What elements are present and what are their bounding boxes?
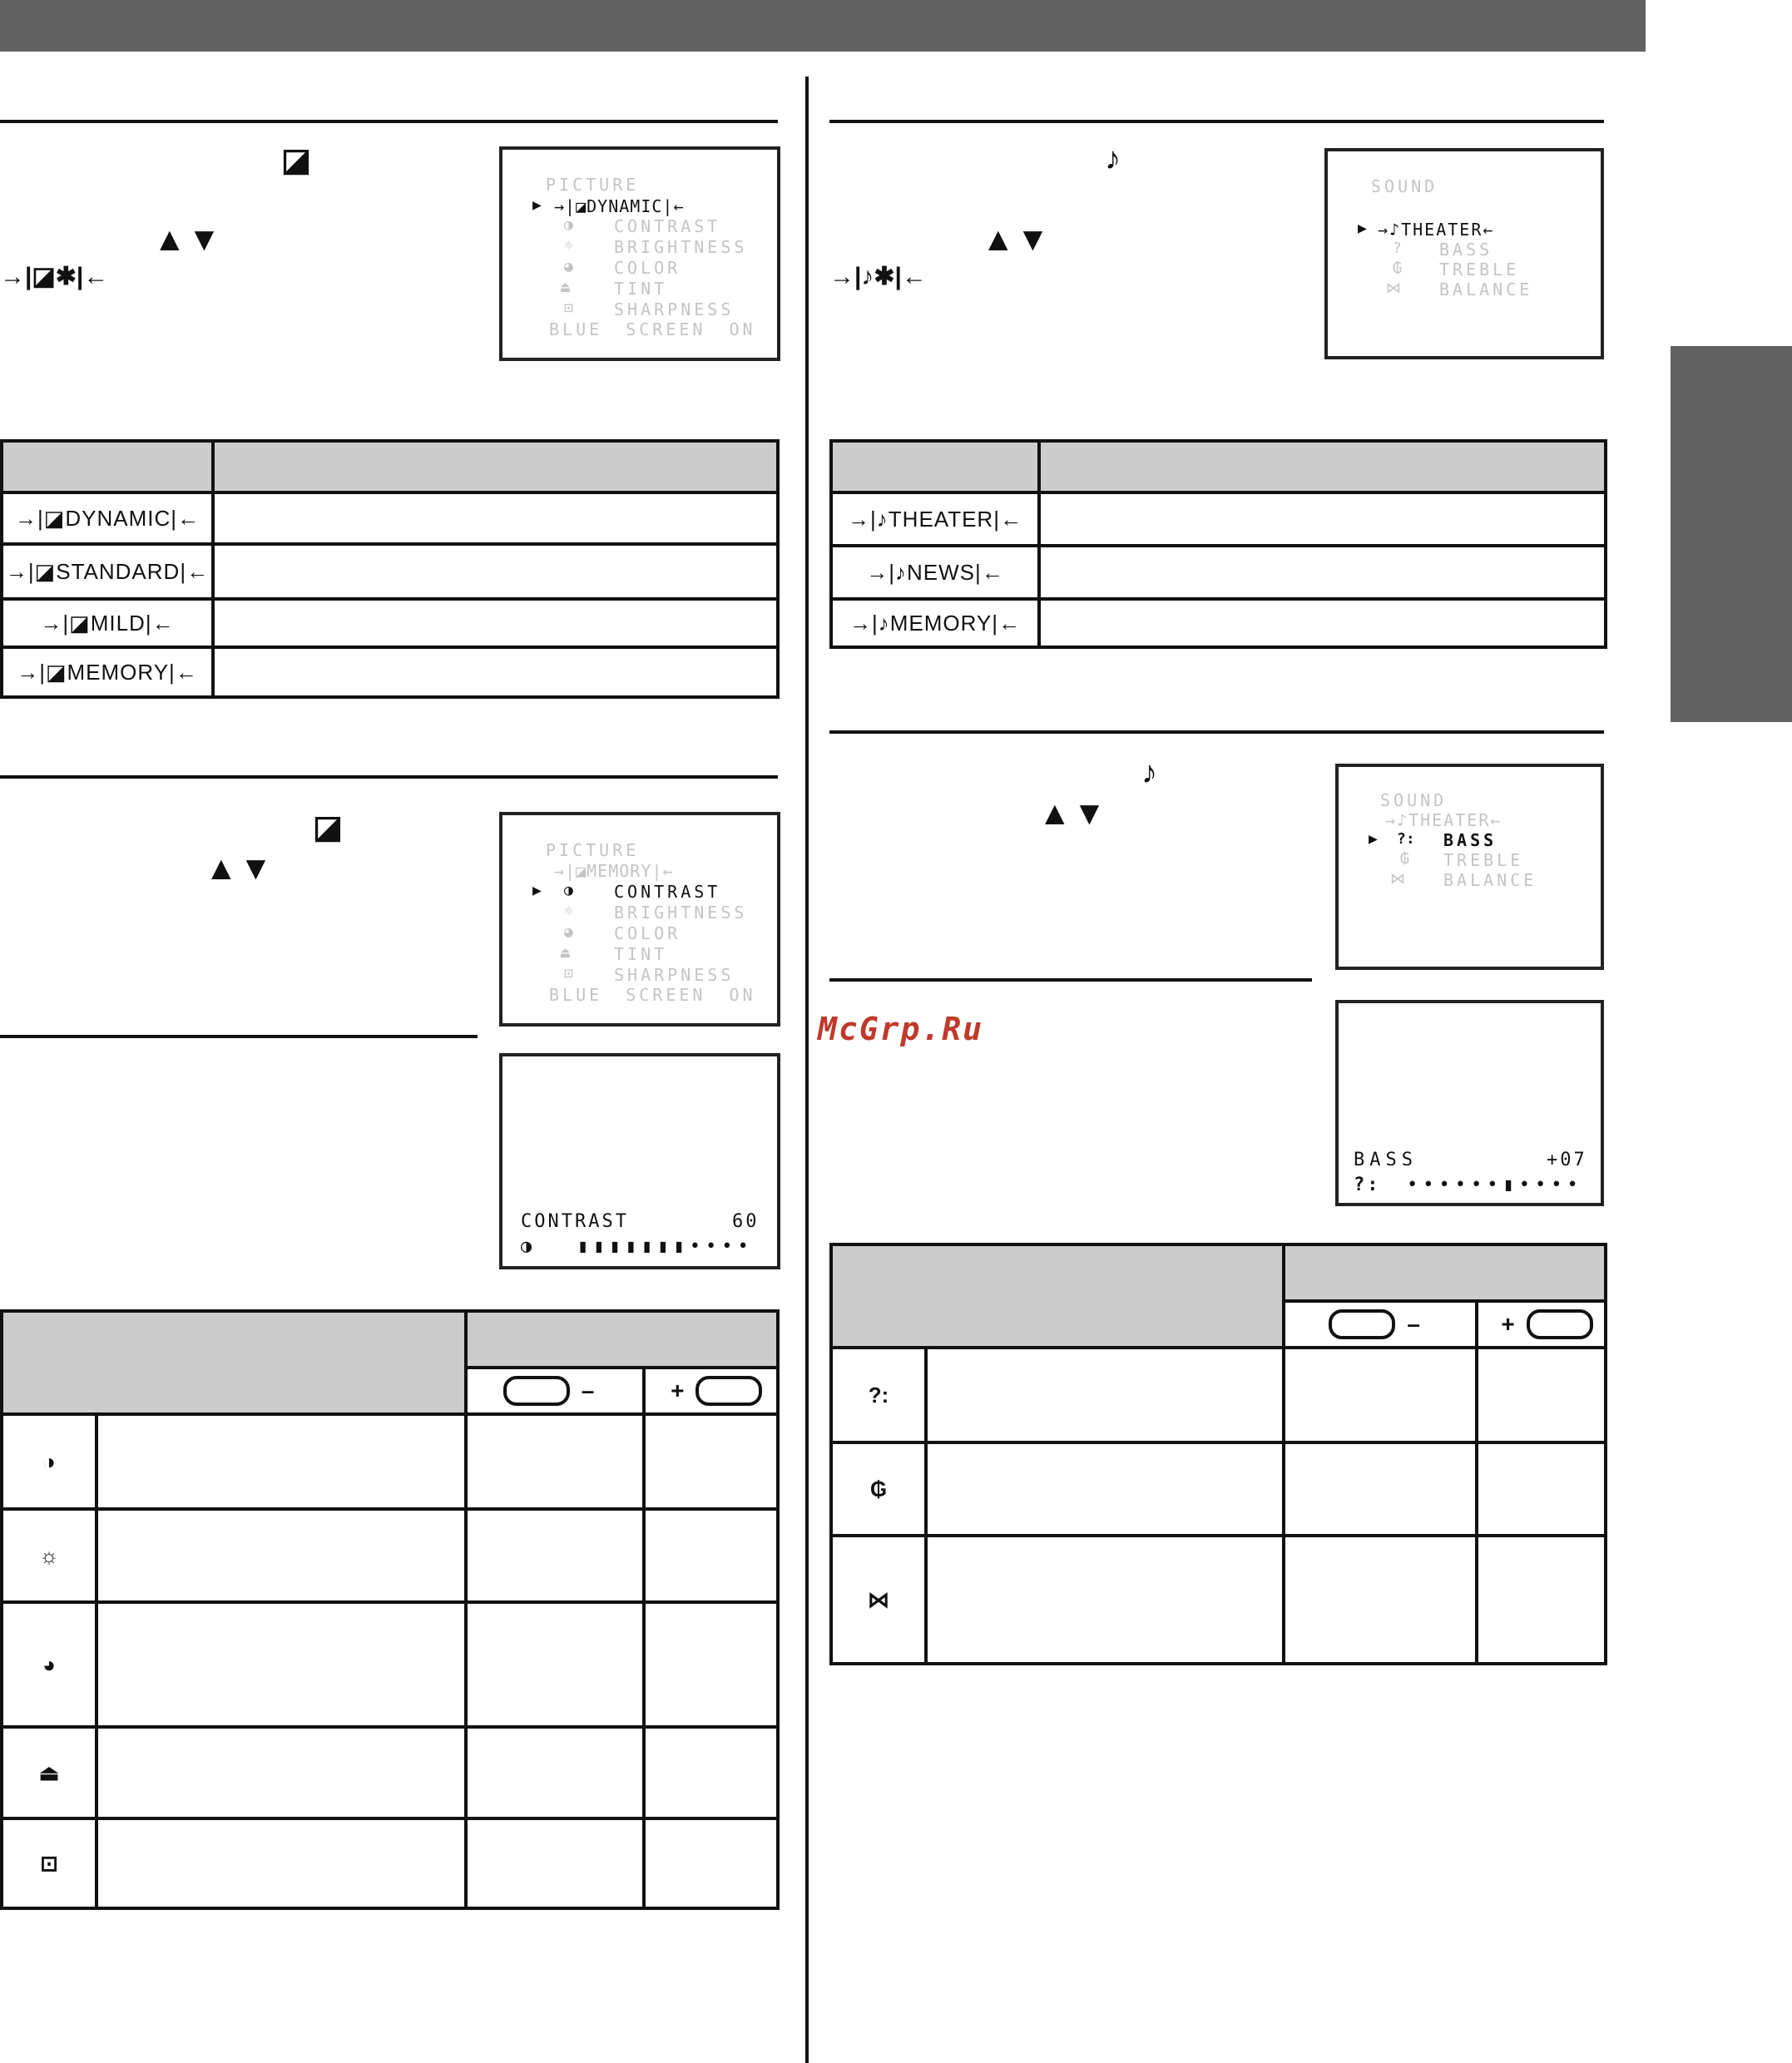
osd-item: BRIGHTNESS <box>614 903 748 923</box>
column-divider <box>805 77 809 2063</box>
osd-item: BRIGHTNESS <box>614 237 748 257</box>
osd-item: TREBLE <box>1439 260 1520 280</box>
level-value: +07 <box>1547 1150 1587 1170</box>
osd-item: TINT <box>614 279 668 299</box>
osd-item: TREBLE <box>1443 850 1524 870</box>
balance-icon: ⋈ <box>1390 870 1405 888</box>
osd-blue-screen: BLUE SCREEN ON <box>549 985 756 1005</box>
level-bar: ••••••▮•••• <box>1407 1175 1583 1195</box>
treble-icon: ₲ <box>1393 260 1402 277</box>
sound-icon: ♪ <box>1141 755 1157 790</box>
osd-selected-mode: →♪THEATER← <box>1378 220 1495 240</box>
osd-item: BALANCE <box>1439 280 1533 299</box>
sound-menu-screen <box>1324 148 1604 359</box>
section-rule <box>829 120 1604 123</box>
selection-pointer-icon: ▶ <box>532 882 542 899</box>
osd-item: SHARPNESS <box>614 299 735 319</box>
up-down-arrows: ▲▼ <box>1038 795 1108 832</box>
selection-pointer-icon: ▶ <box>1369 830 1378 848</box>
minus-button <box>1329 1309 1395 1339</box>
sharpness-icon: ⊡ <box>2 1818 97 1908</box>
osd-item: COLOR <box>614 923 681 943</box>
section-rule <box>0 775 778 779</box>
plus-button <box>696 1376 762 1406</box>
up-down-arrows: ▲▼ <box>205 850 275 887</box>
bass-level-screen <box>1335 1000 1604 1206</box>
brightness-icon: ☼ <box>564 903 573 920</box>
picture-mode-sequence: →|◪✱|← <box>0 263 109 290</box>
osd-title: SOUND <box>1371 176 1438 196</box>
sharpness-icon: ⊡ <box>564 965 573 982</box>
contrast-icon: ◑ <box>564 882 573 899</box>
section-rule <box>829 978 1312 982</box>
mode-cell: →|◪MEMORY|← <box>2 647 213 697</box>
osd-item: CONTRAST <box>614 216 721 236</box>
osd-mode: →♪THEATER← <box>1385 810 1502 830</box>
osd-item: SHARPNESS <box>614 965 735 985</box>
picture-icon: ◪ <box>313 810 343 845</box>
contrast-icon: ◑ <box>521 1236 535 1257</box>
up-down-arrows: ▲▼ <box>982 221 1052 258</box>
section-tab <box>1671 346 1792 722</box>
selection-pointer-icon: ▶ <box>1358 220 1367 237</box>
brightness-icon: ☼ <box>2 1509 97 1602</box>
tint-icon: ⏏ <box>2 1727 97 1818</box>
mode-cell: →|◪STANDARD|← <box>2 544 213 599</box>
osd-item: TINT <box>614 944 668 964</box>
bass-icon: ?: <box>1354 1175 1381 1195</box>
balance-icon: ⋈ <box>1386 280 1401 297</box>
tint-icon: ⏏ <box>561 279 570 296</box>
picture-mode-table <box>0 439 780 699</box>
plus-sign: + <box>671 1378 685 1403</box>
brightness-icon: ☼ <box>564 237 573 255</box>
bass-icon: ?: <box>1397 830 1415 848</box>
osd-selected-mode: →|◪DYNAMIC|← <box>554 196 685 216</box>
bass-icon: ? <box>1393 240 1402 257</box>
osd-item: BASS <box>1439 240 1493 260</box>
mode-cell: →|♪THEATER|← <box>831 492 1039 546</box>
osd-title: PICTURE <box>546 840 640 860</box>
osd-item: BALANCE <box>1443 870 1537 890</box>
osd-mode: →|◪MEMORY|← <box>554 861 674 881</box>
picture-icon: ◪ <box>281 143 311 178</box>
plus-sign: + <box>1501 1311 1515 1337</box>
color-icon: ◕ <box>564 258 573 275</box>
contrast-icon: ◑ <box>564 216 573 234</box>
picture-menu-screen <box>499 146 780 361</box>
mode-cell: →|◪DYNAMIC|← <box>2 492 213 544</box>
color-icon: ◕ <box>564 923 573 941</box>
contrast-level-screen <box>499 1053 780 1269</box>
osd-title: PICTURE <box>546 175 640 195</box>
sound-icon: ♪ <box>1105 141 1121 176</box>
balance-icon: ⋈ <box>831 1536 926 1664</box>
treble-icon: ₲ <box>1400 850 1409 868</box>
section-rule <box>0 1035 478 1038</box>
level-label: BASS <box>1354 1150 1418 1170</box>
mode-cell: →|◪MILD|← <box>2 599 213 647</box>
sound-mode-table <box>829 439 1607 649</box>
up-down-arrows: ▲▼ <box>153 221 223 258</box>
osd-title: SOUND <box>1380 790 1448 810</box>
picture-adjust-screen <box>499 812 780 1027</box>
header-bar <box>0 0 1646 52</box>
picture-adjust-table <box>0 1309 780 1910</box>
level-value: 60 <box>732 1211 760 1232</box>
mode-cell: →|♪MEMORY|← <box>831 599 1039 647</box>
bass-icon: ?: <box>831 1348 926 1442</box>
plus-button <box>1527 1309 1593 1339</box>
minus-sign: – <box>581 1378 595 1403</box>
section-rule <box>829 730 1604 734</box>
section-rule <box>0 120 778 123</box>
selection-pointer-icon: ▶ <box>532 196 542 214</box>
treble-icon: ₲ <box>831 1442 926 1536</box>
minus-sign: – <box>1407 1311 1420 1337</box>
minus-button <box>503 1376 570 1406</box>
mode-cell: →|♪NEWS|← <box>831 546 1039 599</box>
osd-blue-screen: BLUE SCREEN ON <box>549 319 756 339</box>
tint-icon: ⏏ <box>561 944 570 962</box>
osd-selected-item: BASS <box>1443 830 1497 850</box>
level-label: CONTRAST <box>521 1211 629 1232</box>
osd-item: COLOR <box>614 258 681 278</box>
contrast-icon: ◑ <box>2 1414 97 1509</box>
sound-adjust-table <box>829 1243 1607 1665</box>
sharpness-icon: ⊡ <box>564 299 573 317</box>
sound-mode-sequence: →|♪✱|← <box>829 263 927 290</box>
watermark: McGrp.Ru <box>818 1011 984 1047</box>
color-icon: ◕ <box>2 1602 97 1727</box>
osd-selected-item: CONTRAST <box>614 882 721 902</box>
level-bar: ▮▮▮▮▮▮▮•••• <box>577 1236 754 1257</box>
sound-adjust-screen <box>1335 764 1604 970</box>
